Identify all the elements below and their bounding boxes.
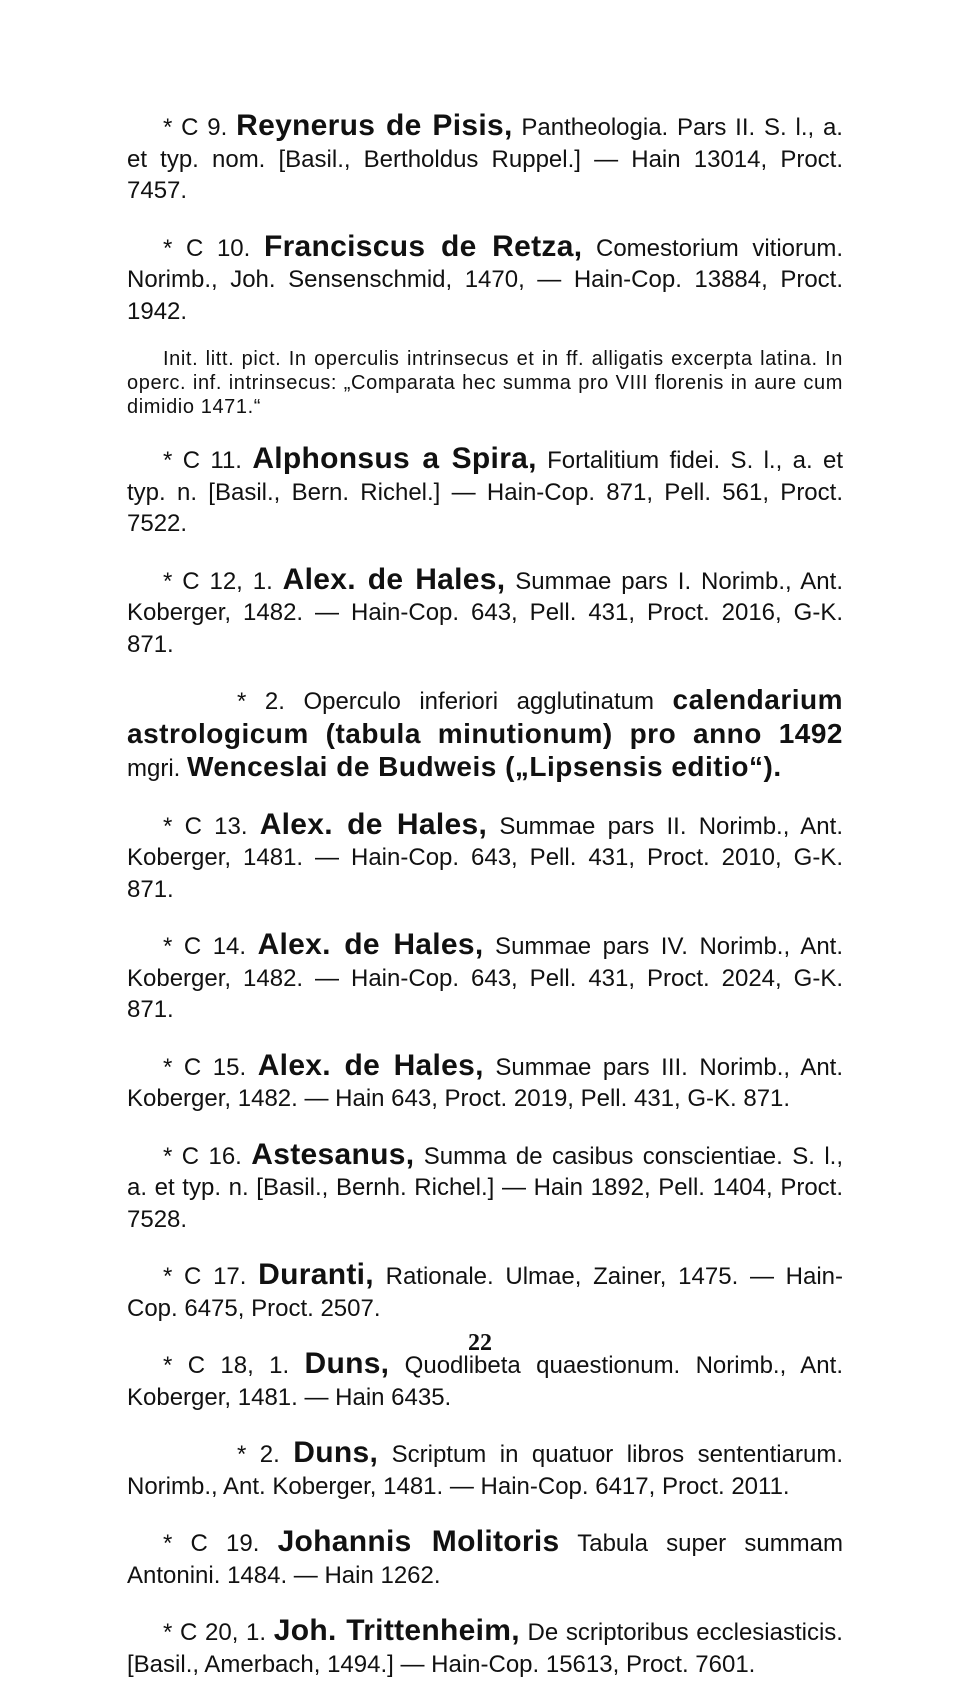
entry-lead: * C 12, 1. <box>163 567 283 595</box>
entry-author: Alex. de Hales, <box>257 928 484 961</box>
note-text: Init. litt. pict. In operculis intrinsecus et in ff. alligatis excerpta latina. In operc. inf. intrinsecus: „Comparata hec summa pro VIII florenis in aure cum dimidio 1471.“ <box>127 348 843 418</box>
entry-text: Tabula super summam Antonini. 1484. — Hain 1262. <box>127 1530 844 1589</box>
entry-author: Alex. de Hales, <box>257 1048 484 1082</box>
entry-text: De scriptoribus ecclesiasticis. [Basil., Amerbach, 1494.] — Hain-Cop. 15613, Proct. 7601. <box>127 1619 843 1678</box>
entry-lead: * C 19. <box>163 1530 278 1557</box>
entry-c20-1 <box>127 1615 843 1680</box>
entry-lead: * C 10. <box>163 234 264 262</box>
entry-text: mgri. <box>127 755 187 782</box>
entry-c12-1 <box>127 564 843 661</box>
entry-c17 <box>127 1259 843 1324</box>
entry-text: Summae pars I. Norimb., Ant. Koberger, 1482. — Hain-Cop. 643, Pell. 431, Proct. 2016, G-K. 871. <box>127 567 843 658</box>
entry-lead: * C 9. <box>163 114 237 141</box>
entry-c16 <box>127 1139 843 1236</box>
entry-author: Alex. de Hales, <box>259 807 488 841</box>
entry-c18-2 <box>127 1437 843 1502</box>
calendar-author: Wenceslai de Budweis („Lipsensis editio“). <box>187 751 782 782</box>
entry-text: Summa de casibus conscientiae. S. l., a. et typ. n. [Basil., Bernh. Richel.] — Hain 1892, Pell. 1404, Proct. 7528. <box>127 1142 843 1233</box>
entry-c14 <box>127 929 843 1026</box>
entry-lead: * 2. <box>237 1441 294 1468</box>
entry-author: Joh. Trittenheim, <box>273 1614 520 1647</box>
page-number: 22 <box>468 1330 492 1356</box>
entry-lead: * C 17. <box>163 1263 259 1290</box>
entry-text: Operculo inferiori agglutinatum <box>303 688 673 715</box>
entry-lead: * C 20, 1. <box>163 1619 274 1646</box>
entry-author: Duns, <box>293 1436 379 1469</box>
entry-text: Summae pars III. Norimb., Ant. Koberger, 1482. — Hain 643, Proct. 2019, Pell. 431, G-K. 871. <box>127 1053 844 1112</box>
calendar-title: calendarium astrologicum (tabula minutionum) pro anno 1492 <box>127 684 843 749</box>
entry-author: Duranti, <box>258 1258 374 1291</box>
entry-c18-1 <box>127 1348 843 1413</box>
entry-text: Quodlibeta quaestionum. Norimb., Ant. Koberger, 1481. — Hain 6435. <box>127 1352 843 1411</box>
entry-text: Fortalitium fidei. S. l., a. et typ. n. [Basil., Bern. Richel.] — Hain-Cop. 871, Pell. 561, Proct. 7522. <box>127 447 843 537</box>
entry-lead: * C 13. <box>163 812 260 840</box>
entry-author: Astesanus, <box>251 1137 415 1171</box>
entry-lead: * C 16. <box>163 1142 252 1170</box>
entry-text: Scriptum in quatuor libros sententiarum. Norimb., Ant. Koberger, 1481. — Hain-Cop. 6417, Proct. 2011. <box>127 1441 843 1500</box>
entry-c10 <box>127 231 843 328</box>
entry-c13 <box>127 809 843 906</box>
catalog-page <box>127 110 843 1690</box>
entry-author: Franciscus de Retza, <box>263 229 583 263</box>
entry-author: Alex. de Hales, <box>282 562 506 596</box>
entry-text: Pantheologia. Pars II. S. l., a. et typ. nom. [Basil., Bertholdus Ruppel.] — Hain 13014, Proct. 7457. <box>127 114 843 204</box>
entry-lead: * C 18, 1. <box>163 1352 305 1379</box>
entry-lead: * C 15. <box>163 1053 258 1081</box>
entry-author: Duns, <box>304 1347 390 1380</box>
entry-lead: * C 11. <box>163 447 253 474</box>
entry-lead: * C 14. <box>163 933 258 960</box>
entry-c11 <box>127 443 843 540</box>
entry-text: Comestorium vitiorum. Norimb., Joh. Sensenschmid, 1470, — Hain-Cop. 13884, Proct. 1942. <box>127 234 843 325</box>
entry-c19 <box>127 1526 843 1591</box>
entry-c10-note <box>127 347 843 419</box>
entry-author: Reynerus de Pisis, <box>236 109 513 142</box>
entry-text: Summae pars II. Norimb., Ant. Koberger, 1481. — Hain-Cop. 643, Pell. 431, Proct. 2010, G-K. 871. <box>127 812 843 903</box>
entry-c12-2 <box>127 684 843 785</box>
entry-c9 <box>127 110 843 207</box>
entry-text: Summae pars IV. Norimb., Ant. Koberger, 1482. — Hain-Cop. 643, Pell. 431, Proct. 2024, G-K. 871. <box>127 933 844 1023</box>
entry-lead: * 2. <box>237 688 304 715</box>
entry-author: Johannis Molitoris <box>277 1525 560 1558</box>
entry-text: Rationale. Ulmae, Zainer, 1475. — Hain-Cop. 6475, Proct. 2507. <box>127 1263 843 1322</box>
entry-c15 <box>127 1050 843 1115</box>
entry-author: Alphonsus a Spira, <box>252 442 537 475</box>
